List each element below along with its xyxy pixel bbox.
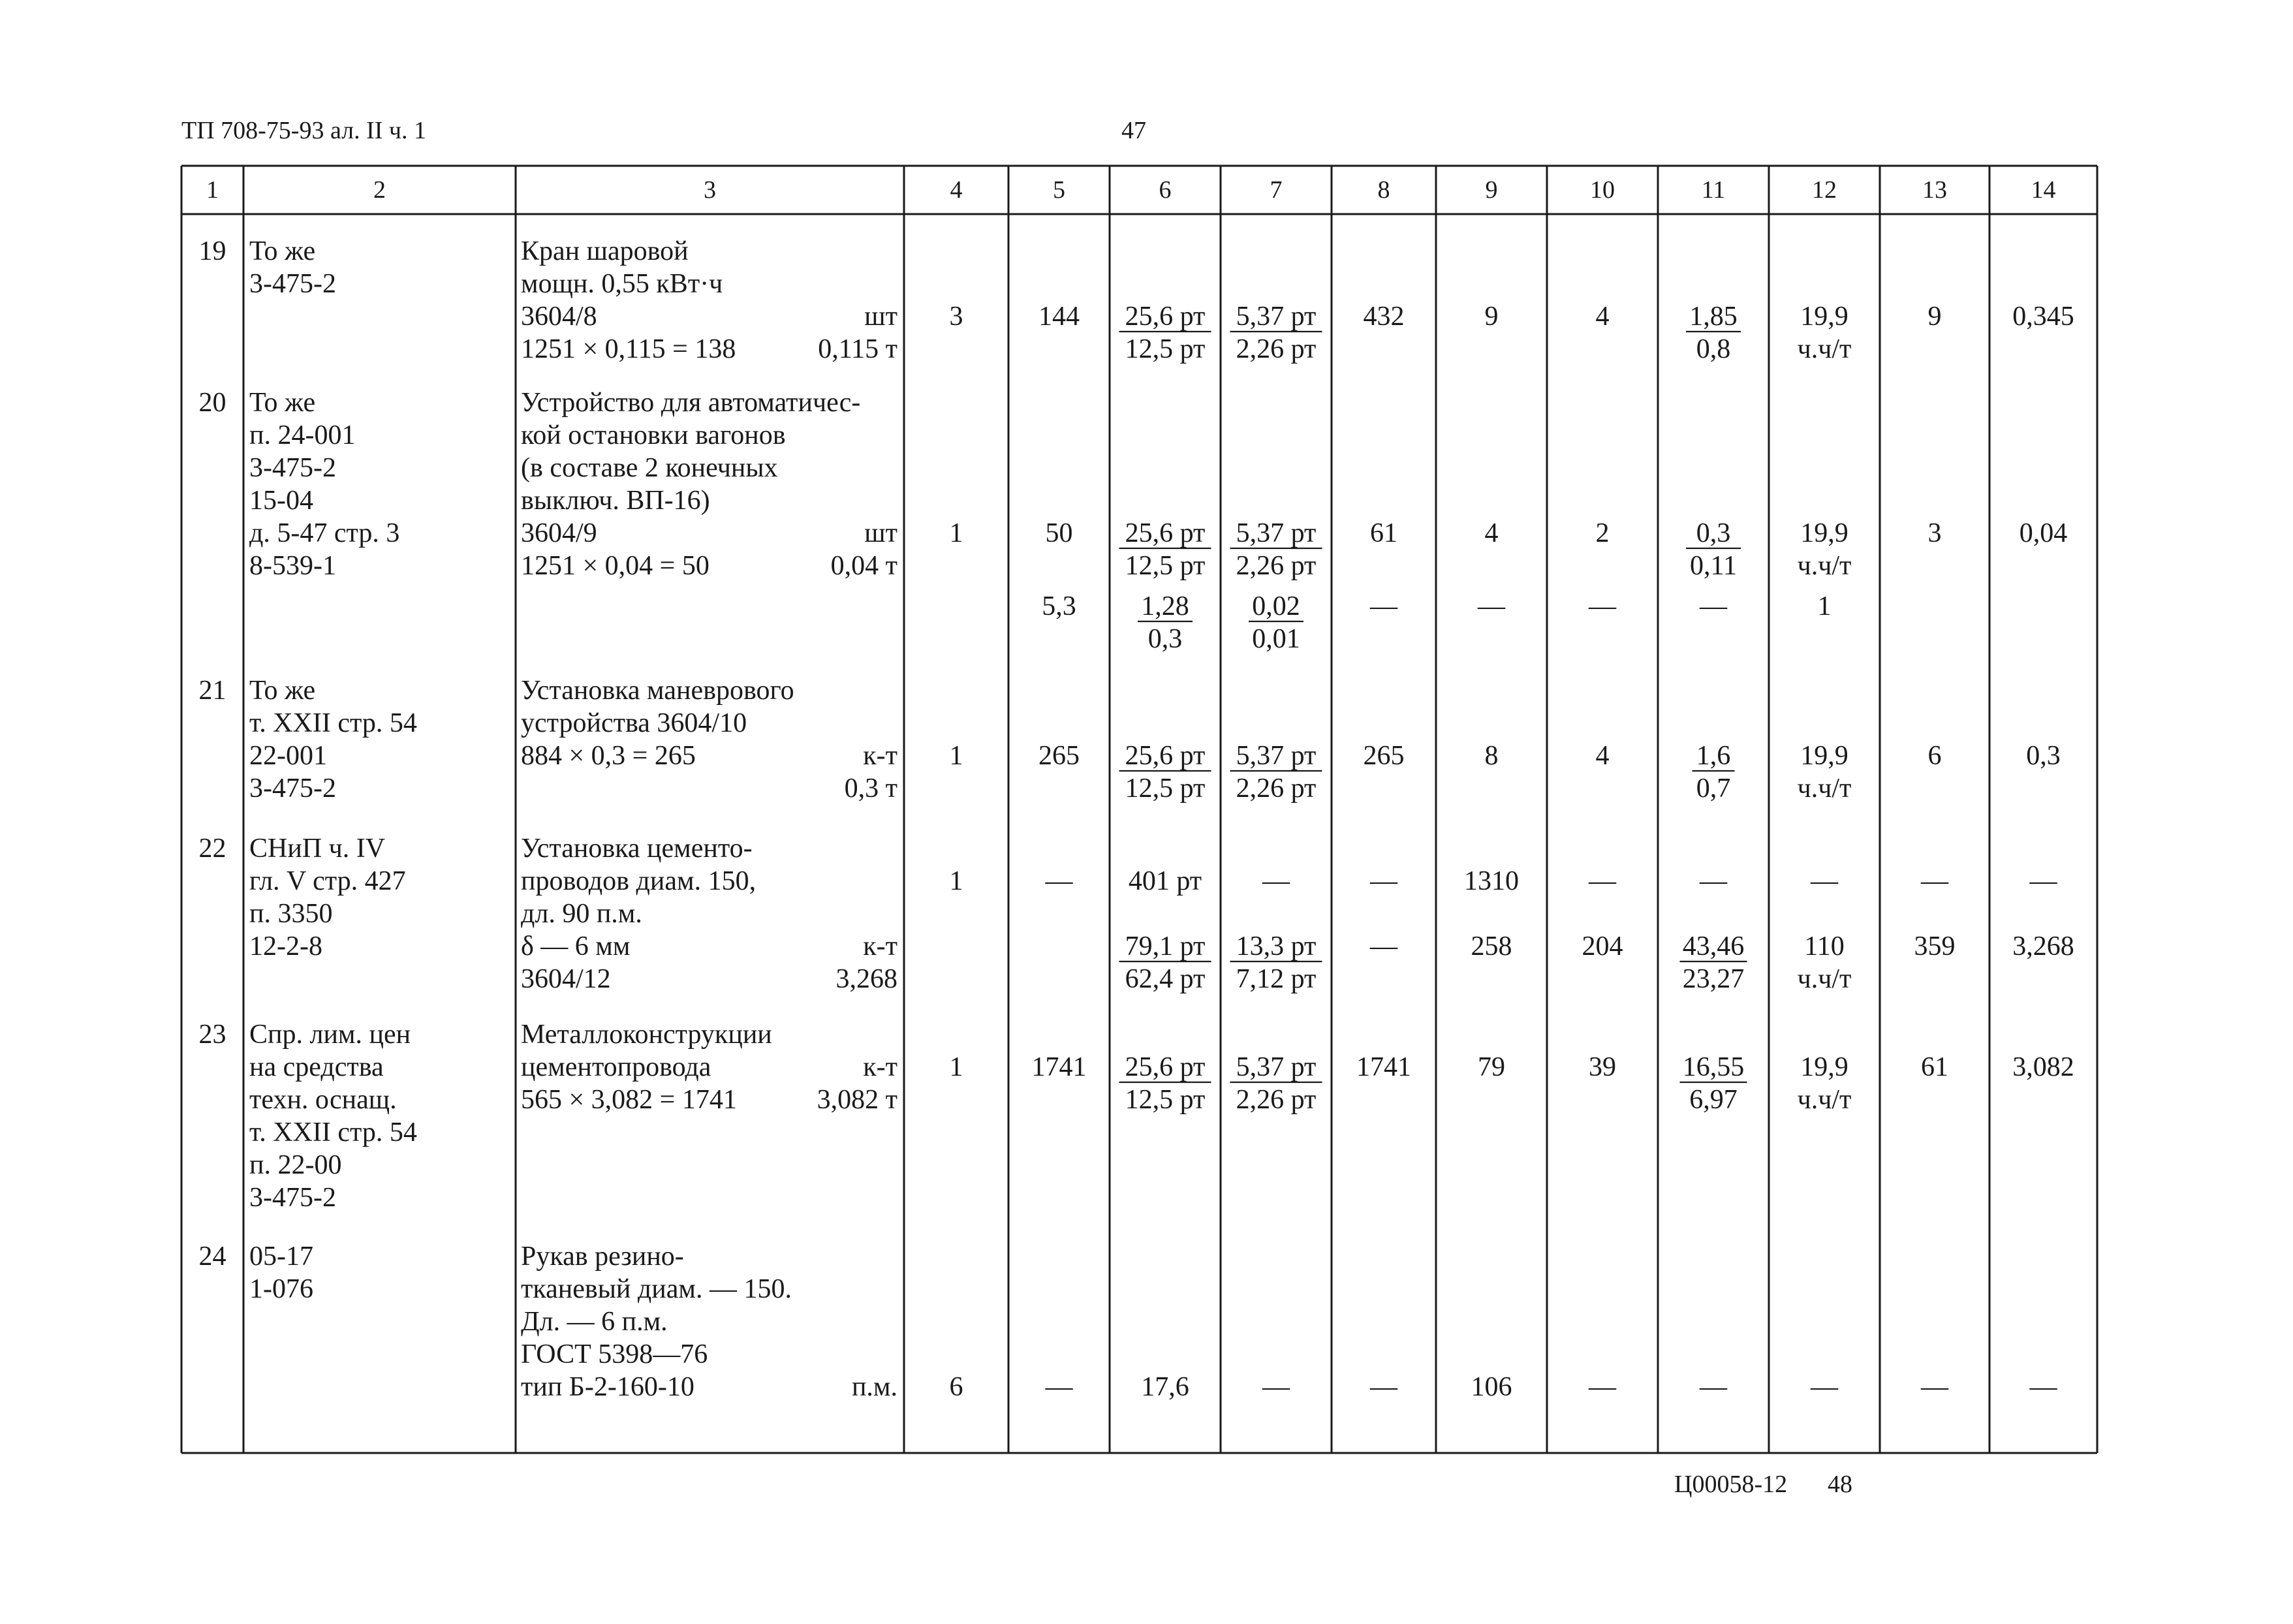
reference-line: п. 22-00 <box>249 1150 342 1180</box>
col12-value: ч.ч/т <box>1797 773 1852 804</box>
column-number-7: 7 <box>1270 176 1283 204</box>
reference-line: 8-539-1 <box>249 551 336 581</box>
row-number: 23 <box>198 1020 226 1050</box>
col10-value: — <box>1589 866 1616 896</box>
col14-value: 0,345 <box>2012 302 2074 332</box>
description-line: Установка цементо- <box>521 834 753 864</box>
reference-line: гл. V стр. 427 <box>249 866 406 896</box>
col6-value-denominator: 12,5 рт <box>1125 1085 1206 1115</box>
description-line: (в составе 2 конечных <box>521 453 778 483</box>
description-line: кой остановки вагонов <box>521 420 786 450</box>
footer-document-code: Ц00058-12 <box>1674 1471 1788 1498</box>
description-line: 1251 × 0,115 = 138 <box>521 334 736 364</box>
column-number-3: 3 <box>704 176 716 204</box>
col11-value-numerator: 0,3 <box>1696 518 1731 548</box>
col6-value-numerator: 25,6 рт <box>1125 302 1206 332</box>
col12-value: — <box>1811 1372 1838 1402</box>
description-line: 3604/12 <box>521 964 611 994</box>
col11-value: — <box>1700 1372 1727 1402</box>
reference-line: 15-04 <box>249 486 313 516</box>
reference-line: п. 24-001 <box>249 420 356 450</box>
col9-value: 8 <box>1484 741 1499 771</box>
col14-value: 0,3 <box>2026 741 2061 771</box>
description-line: 1251 × 0,04 = 50 <box>521 551 710 581</box>
col6-value-denominator: 12,5 рт <box>1125 551 1206 581</box>
description-line: Устройство для автоматичес- <box>521 388 861 418</box>
col6-value-denominator: 62,4 рт <box>1125 964 1206 994</box>
reference-line: п. 3350 <box>249 899 333 929</box>
description-line: Металлоконструкции <box>521 1020 772 1050</box>
description-line: 884 × 0,3 = 265 <box>521 741 696 771</box>
col13-value: — <box>1921 866 1948 896</box>
description-line: устройства 3604/10 <box>521 708 747 738</box>
unit-line: 3,268 <box>835 964 897 994</box>
column-number-11: 11 <box>1701 176 1726 204</box>
col12-value: 19,9 <box>1800 1052 1848 1082</box>
sub-col6-value-denominator: 0,3 <box>1147 624 1183 654</box>
reference-line: т. XXII стр. 54 <box>249 1117 417 1148</box>
col10-value: 4 <box>1595 302 1610 332</box>
reference-line: Спр. лим. цен <box>249 1020 411 1050</box>
sub-col8-value: — <box>1370 591 1397 621</box>
col11-value: — <box>1700 866 1727 896</box>
col5-value: 1741 <box>1031 1052 1087 1082</box>
col7-value-numerator: 13,3 рт <box>1236 931 1317 961</box>
quantity: 6 <box>949 1372 963 1402</box>
sub-col11-value: — <box>1700 591 1727 621</box>
col9-value: 79 <box>1478 1052 1505 1082</box>
col12-value: 19,9 <box>1800 302 1848 332</box>
col13-value: 61 <box>1921 1052 1948 1082</box>
col7-value-denominator: 2,26 рт <box>1236 551 1317 581</box>
unit-line: 0,04 т <box>830 551 897 581</box>
unit-line: 3,082 т <box>817 1085 897 1115</box>
quantity: 1 <box>949 866 963 896</box>
reference-line: техн. оснащ. <box>249 1085 397 1115</box>
row-number: 21 <box>198 676 226 706</box>
col13-value: 3 <box>1927 518 1942 548</box>
col7-value: — <box>1262 866 1290 896</box>
column-number-12: 12 <box>1812 176 1837 204</box>
col10-value: 39 <box>1589 1052 1616 1082</box>
description-line: мощн. 0,55 кВт·ч <box>521 269 723 299</box>
unit-line: к-т <box>863 741 897 771</box>
col8-value: 1741 <box>1356 1052 1411 1082</box>
col9-value: 9 <box>1484 302 1499 332</box>
description-line: 3604/9 <box>521 518 597 548</box>
sub-col12-value: 1 <box>1817 591 1832 621</box>
col11-value-denominator: 0,11 <box>1690 551 1737 581</box>
col12-value: 110 <box>1804 931 1845 961</box>
col14-value: 3,268 <box>2012 931 2074 961</box>
col8-value: 61 <box>1370 518 1397 548</box>
col14-value: 0,04 <box>2019 518 2068 548</box>
reference-line: на средства <box>249 1052 384 1082</box>
reference-line: То же <box>249 236 316 266</box>
col11-value-numerator: 43,46 <box>1682 931 1745 961</box>
col9-value: 258 <box>1471 931 1512 961</box>
col12-value: 19,9 <box>1800 518 1848 548</box>
col5-value: 50 <box>1045 518 1073 548</box>
col10-value: 204 <box>1582 931 1623 961</box>
col10-value: 2 <box>1595 518 1610 548</box>
col11-value-numerator: 1,6 <box>1696 741 1731 771</box>
reference-line: т. XXII стр. 54 <box>249 708 417 738</box>
reference-line: 3-475-2 <box>249 1183 336 1213</box>
description-line: Дл. — 6 п.м. <box>521 1307 668 1337</box>
col5-value: — <box>1045 866 1073 896</box>
row-number: 20 <box>198 388 226 418</box>
sub-col9-value: — <box>1478 591 1505 621</box>
col13-value: — <box>1921 1372 1948 1402</box>
col6-value: 17,6 <box>1141 1372 1189 1402</box>
description-line: тип Б-2-160-10 <box>521 1372 694 1402</box>
col9-value: 1310 <box>1464 866 1519 896</box>
col11-value-numerator: 16,55 <box>1682 1052 1745 1082</box>
col6-value: 401 рт <box>1128 866 1202 896</box>
column-number-10: 10 <box>1590 176 1615 204</box>
col7-value-numerator: 5,37 рт <box>1236 1052 1317 1082</box>
col6-value-numerator: 25,6 рт <box>1125 1052 1206 1082</box>
col8-value: — <box>1370 931 1397 961</box>
column-number-5: 5 <box>1053 176 1065 204</box>
reference-line: То же <box>249 676 316 706</box>
reference-line: То же <box>249 388 316 418</box>
col6-value-denominator: 12,5 рт <box>1125 773 1206 804</box>
col6-value-denominator: 12,5 рт <box>1125 334 1206 364</box>
col11-value-denominator: 6,97 <box>1689 1085 1738 1115</box>
description-line: 3604/8 <box>521 302 597 332</box>
col7-value: — <box>1262 1372 1290 1402</box>
col12-value: 19,9 <box>1800 741 1848 771</box>
col12-value: ч.ч/т <box>1797 1085 1852 1115</box>
col13-value: 359 <box>1914 931 1956 961</box>
row-number: 22 <box>198 834 226 864</box>
description-line: тканевый диам. — 150. <box>521 1274 792 1304</box>
col10-value: 4 <box>1595 741 1610 771</box>
reference-line: 3-475-2 <box>249 269 336 299</box>
reference-line: СНиП ч. IV <box>249 834 386 864</box>
description-line: Установка маневрового <box>521 676 794 706</box>
col8-value: — <box>1370 866 1397 896</box>
description-line: проводов диам. 150, <box>521 866 757 896</box>
col13-value: 9 <box>1927 302 1942 332</box>
description-line: выключ. ВП-16) <box>521 486 710 516</box>
col11-value-denominator: 23,27 <box>1682 964 1745 994</box>
unit-line: к-т <box>863 1052 897 1082</box>
column-number-2: 2 <box>373 176 386 204</box>
sub-col6-value-numerator: 1,28 <box>1141 591 1189 621</box>
description-line: ГОСТ 5398—76 <box>521 1339 708 1369</box>
col7-value-numerator: 5,37 рт <box>1236 518 1317 548</box>
sub-col10-value: — <box>1589 591 1616 621</box>
col6-value-numerator: 25,6 рт <box>1125 518 1206 548</box>
col5-value: 144 <box>1038 302 1080 332</box>
col7-value-denominator: 2,26 рт <box>1236 1085 1317 1115</box>
sub-col7-value-denominator: 0,01 <box>1252 624 1300 654</box>
reference-line: 1-076 <box>249 1274 313 1304</box>
description-line: дл. 90 п.м. <box>521 899 642 929</box>
column-number-13: 13 <box>1922 176 1947 204</box>
column-number-6: 6 <box>1159 176 1172 204</box>
unit-line: п.м. <box>851 1372 897 1402</box>
col8-value: 265 <box>1363 741 1405 771</box>
reference-line: 3-475-2 <box>249 773 336 804</box>
footer-page-number: 48 <box>1828 1471 1852 1498</box>
unit-line: шт <box>864 518 897 548</box>
unit-line: 0,115 т <box>818 334 897 364</box>
col12-value: ч.ч/т <box>1797 964 1852 994</box>
col14-value: — <box>2029 1372 2057 1402</box>
col11-value-denominator: 0,8 <box>1696 334 1731 364</box>
row-number: 19 <box>198 236 226 266</box>
col6-value-numerator: 25,6 рт <box>1125 741 1206 771</box>
unit-line: 0,3 т <box>844 773 897 804</box>
col5-value: 265 <box>1038 741 1080 771</box>
quantity: 1 <box>949 741 963 771</box>
col14-value: — <box>2029 866 2057 896</box>
column-number-1: 1 <box>206 176 219 204</box>
col7-value-denominator: 7,12 рт <box>1236 964 1317 994</box>
col5-value: — <box>1045 1372 1073 1402</box>
col8-value: — <box>1370 1372 1397 1402</box>
reference-line: 05-17 <box>249 1241 313 1272</box>
quantity: 1 <box>949 518 963 548</box>
col7-value-numerator: 5,37 рт <box>1236 302 1317 332</box>
quantity: 1 <box>949 1052 963 1082</box>
description-line: Кран шаровой <box>521 236 689 266</box>
column-number-9: 9 <box>1485 176 1498 204</box>
col7-value-numerator: 5,37 рт <box>1236 741 1317 771</box>
col12-value: — <box>1811 866 1838 896</box>
col14-value: 3,082 <box>2012 1052 2074 1082</box>
sub-col7-value-numerator: 0,02 <box>1252 591 1300 621</box>
unit-line: шт <box>864 302 897 332</box>
col9-value: 4 <box>1484 518 1499 548</box>
column-number-14: 14 <box>2031 176 2056 204</box>
col11-value-numerator: 1,85 <box>1689 302 1738 332</box>
quantity: 3 <box>949 302 963 332</box>
col12-value: ч.ч/т <box>1797 334 1852 364</box>
col8-value: 432 <box>1363 302 1405 332</box>
col12-value: ч.ч/т <box>1797 551 1852 581</box>
column-number-4: 4 <box>950 176 963 204</box>
col7-value-denominator: 2,26 рт <box>1236 773 1317 804</box>
reference-line: 12-2-8 <box>249 931 322 961</box>
col9-value: 106 <box>1471 1372 1512 1402</box>
reference-line: д. 5-47 стр. 3 <box>249 518 400 548</box>
row-number: 24 <box>198 1241 226 1272</box>
reference-line: 22-001 <box>249 741 327 771</box>
description-line: цементопровода <box>521 1052 711 1082</box>
document-code: ТП 708-75-93 ал. II ч. 1 <box>181 117 427 144</box>
col6-value-numerator: 79,1 рт <box>1125 931 1206 961</box>
unit-line: к-т <box>863 931 897 961</box>
reference-line: 3-475-2 <box>249 453 336 483</box>
description-line: Рукав резино- <box>521 1241 684 1272</box>
col7-value-denominator: 2,26 рт <box>1236 334 1317 364</box>
description-line: δ — 6 мм <box>521 931 631 961</box>
sub-col5-value: 5,3 <box>1042 591 1076 621</box>
column-number-8: 8 <box>1377 176 1390 204</box>
col11-value-denominator: 0,7 <box>1696 773 1731 804</box>
description-line: 565 × 3,082 = 1741 <box>521 1085 737 1115</box>
col13-value: 6 <box>1927 741 1942 771</box>
col10-value: — <box>1589 1372 1616 1402</box>
page-number: 47 <box>1121 117 1146 144</box>
